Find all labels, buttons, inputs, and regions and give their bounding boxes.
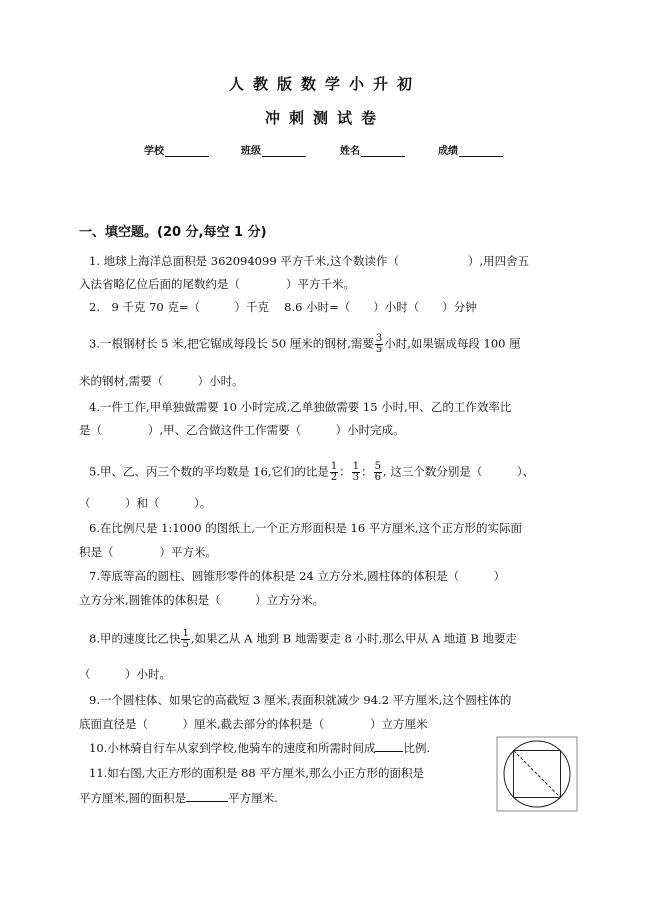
fraction-one-fifth: $\frac{1}{5}$ (182, 628, 189, 650)
info-field-score: 成绩 (438, 142, 503, 157)
score-blank (459, 145, 503, 157)
question-5-line-1: 5.甲、乙、丙三个数的平均数是 16,它们的比是 $\frac{1}{2}$ ： $\frac{1}{3}$ ： $\frac{5}{6}$ , 这三个数分别是（ ）、 (89, 461, 535, 483)
question-7-line-2: 立方分米,圆锥体的体积是（ ）立方分米。 (79, 593, 325, 607)
square-circle-figure (495, 735, 579, 813)
question-6-line-2: 积是（ ）平方米。 (79, 545, 217, 559)
info-field-class: 班级 (241, 142, 306, 157)
question-2-line-1: 2. 9 千克 70 克=（ ）千克 8.6 小时=（ ）小时（ ）分钟 (89, 300, 477, 314)
question-6-line-1: 6.在比例尺是 1:1000 的图纸上,一个正方形面积是 16 平方厘米,这个正方形的实际面 (89, 521, 522, 535)
question-8-line-2: （ ）小时。 (79, 667, 171, 681)
question-3-line-2: 米的钢材,需要（ ）小时。 (79, 374, 244, 388)
info-field-name: 姓名 (340, 142, 405, 157)
school-blank (165, 145, 209, 157)
info-field-school: 学校 (144, 142, 209, 157)
question-1-line-1: 1. 地球上海洋总面积是 362094099 平方千米,这个数读作（ ）,用四舍五 (89, 254, 530, 268)
question-9-line-2: 底面直径是（ ）厘米,截去部分的体积是（ ）立方厘米 (79, 717, 428, 731)
fraction-five-sixths: $\frac{5}{6}$ (374, 461, 382, 483)
question-11-line-2: 平方厘米,圆的面积是 平方厘米. (79, 791, 278, 805)
name-blank (361, 145, 405, 157)
answer-blank (375, 740, 403, 752)
question-11-line-1: 11.如右图,大正方形的面积是 88 平方厘米,那么小正方形的面积是 (89, 766, 425, 780)
question-10-line-1: 10.小林骑自行车从家到学校,他骑车的速度和所需时间成 比例. (89, 741, 431, 755)
answer-blank (186, 790, 228, 802)
outer-frame (497, 737, 577, 811)
fraction-one-third: $\frac{1}{3}$ (352, 461, 360, 483)
fraction-one-half: $\frac{1}{2}$ (330, 461, 338, 483)
question-5-line-2: （ ）和（ ）。 (79, 496, 212, 510)
question-1-line-2: 入法省略亿位后面的尾数约是（ ）平方千米。 (79, 277, 355, 291)
question-7-line-1: 7.等底等高的圆柱、圆锥形零件的体积是 24 立方分米,圆柱体的体积是（ ） (89, 569, 506, 583)
question-8-line-1: 8.甲的速度比乙快 $\frac{1}{5}$ ,如果乙从 A 地到 B 地需要走 8 小时,那么甲从 A 地道 B 地要走 (89, 628, 518, 650)
student-info-row (0, 142, 650, 158)
page-title: 人教版数学小升初 (228, 75, 421, 93)
fraction-three-fifths: $\frac{3}{5}$ (375, 333, 383, 355)
question-4-line-1: 4.一件工作,甲单独做需要 10 小时完成,乙单独做需要 15 小时,甲、乙的工作效率比 (89, 400, 512, 414)
page-subtitle: 冲刺测试卷 (264, 109, 385, 127)
question-9-line-1: 9.一个圆柱体、如果它的高截短 3 厘米,表面积就减少 94.2 平方厘米,这个圆柱体的 (89, 693, 512, 707)
section-heading: 一、填空题。(20 分,每空 1 分) (79, 225, 267, 240)
question-4-line-2: 是（ ）,甲、乙合做这件工作需要（ ）小时完成。 (79, 423, 405, 437)
class-blank (262, 145, 306, 157)
question-3-line-1: 3.一根钢材长 5 米,把它锯成每段长 50 厘米的钢材,需要 $\frac{3}{5}$ 小时,如果锯成每段 100 厘 (89, 333, 521, 355)
